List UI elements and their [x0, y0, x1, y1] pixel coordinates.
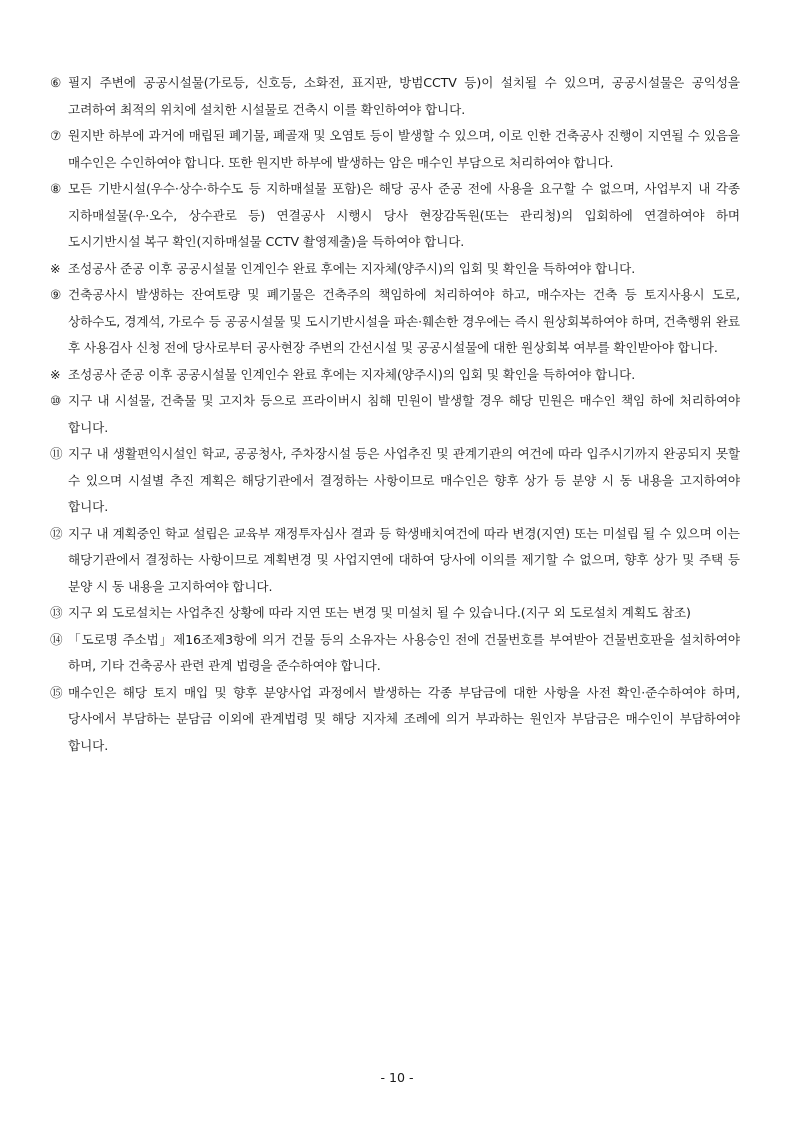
item-text: 지구 내 시설물, 건축물 및 고지차 등으로 프라이버시 침해 민원이 발생할 경우 해당 민원은 매수인 책임 하에 처리하여야 합니다.	[68, 393, 740, 435]
note-marker: ※	[50, 366, 61, 382]
document-body	[50, 70, 740, 759]
list-item-12	[50, 521, 740, 601]
item-text: 지구 내 생활편익시설인 학교, 공공청사, 주차장시설 등은 사업추진 및 관계기관의 여건에 따라 입주시기까지 완공되지 못할 수 있으며 시설별 추진 계획은 해당기관에서 결정하는 사항이므로 매수인은 향후 상가 등 분양 시 동 내용을 고지하여야 합니다.	[68, 446, 740, 514]
item-text: 매수인은 해당 토지 매입 및 향후 분양사업 과정에서 발생하는 각종 부담금에 대한 사항을 사전 확인·준수하여야 하며, 당사에서 부담하는 분담금 이외에 관계법령 및 해당 지자체 조례에 의거 부과하는 원인자 부담금은 매수인이 부담하여야 합니다.	[68, 684, 740, 753]
note-text: 조성공사 준공 이후 공공시설물 인계인수 완료 후에는 지자체(양주시)의 입회 및 확인을 득하여야 합니다.	[68, 260, 636, 276]
note-marker: ※	[50, 260, 61, 276]
item-marker: ⑦	[50, 128, 62, 143]
note-text: 조성공사 준공 이후 공공시설물 인계인수 완료 후에는 지자체(양주시)의 입회 및 확인을 득하여야 합니다.	[68, 366, 636, 382]
list-item-11	[50, 441, 740, 521]
note-item-2	[50, 362, 740, 389]
item-text: 원지반 하부에 과거에 매립된 폐기물, 폐골재 및 오염토 등이 발생할 수 있으며, 이로 인한 건축공사 진행이 지연될 수 있음을 매수인은 수인하여야 합니다. 또한 원지반 하부에 발생하는 암은 매수인 부담으로 처리하여야 합니다.	[68, 128, 740, 170]
item-marker: ⑩	[50, 393, 62, 408]
list-item-6	[50, 70, 740, 123]
item-text: 모든 기반시설(우수·상수·하수도 등 지하매설물 포함)은 해당 공사 준공 전에 사용을 요구할 수 없으며, 사업부지 내 각종 지하매설물(우·오수, 상수관로 등) 연결공사 시행시 당사 현장감독원(또는 관리청)의 입회하에 연결하여야 하며 도시기반시설 복구 확인(지하매설물 CCTV 촬영제출)을 득하여야 합니다.	[68, 181, 740, 249]
list-item-13	[50, 600, 740, 627]
item-marker: ⑭	[50, 631, 63, 647]
list-item-15	[50, 680, 740, 760]
list-item-8	[50, 176, 740, 256]
list-item-9	[50, 282, 740, 362]
item-marker: ⑬	[50, 605, 63, 620]
list-item-14	[50, 627, 740, 680]
item-marker: ⑧	[50, 181, 62, 196]
item-marker: ⑫	[50, 525, 63, 541]
item-marker: ⑨	[50, 287, 62, 302]
list-item-7	[50, 123, 740, 176]
item-marker: ⑥	[50, 75, 62, 90]
page-number: - 10 -	[380, 1070, 414, 1085]
item-marker: ⑪	[50, 446, 63, 461]
item-marker: ⑮	[50, 684, 63, 700]
item-text: 지구 외 도로설치는 사업추진 상황에 따라 지연 또는 변경 및 미설치 될 수 있습니다.(지구 외 도로설치 계획도 참조)	[68, 605, 691, 620]
list-item-10	[50, 388, 740, 441]
item-text: 지구 내 계획중인 학교 설립은 교육부 재정투자심사 결과 등 학생배치여건에 따라 변경(지연) 또는 미설립 될 수 있으며 이는 해당기관에서 결정하는 사항이므로 계획변경 및 사업지연에 대하여 당사에 이의를 제기할 수 없으며, 향후 상가 및 주택 등 분양 시 동 내용을 고지하여야 합니다.	[68, 525, 740, 594]
item-text: 「도로명 주소법」제16조제3항에 의거 건물 등의 소유자는 사용승인 전에 건물번호를 부여받아 건물번호판을 설치하여야 하며, 기타 건축공사 관련 관계 법령을 준수하여야 합니다.	[68, 631, 740, 673]
note-item-1	[50, 256, 740, 283]
item-text: 필지 주변에 공공시설물(가로등, 신호등, 소화전, 표지판, 방범CCTV 등)이 설치될 수 있으며, 공공시설물은 공익성을 고려하여 최적의 위치에 설치한 시설물로 건축시 이를 확인하여야 합니다.	[68, 75, 740, 117]
item-text: 건축공사시 발생하는 잔여토량 및 폐기물은 건축주의 책임하에 처리하여야 하고, 매수자는 건축 등 토지사용시 도로, 상하수도, 경계석, 가로수 등 공공시설물 및 도시기반시설을 파손·훼손한 경우에는 즉시 원상회복하여야 하며, 건축행위 완료 후 사용검사 신청 전에 당사로부터 공사현장 주변의 간선시설 및 공공시설물에 대한 원상회복 여부를 확인받아야 합니다.	[68, 287, 740, 355]
